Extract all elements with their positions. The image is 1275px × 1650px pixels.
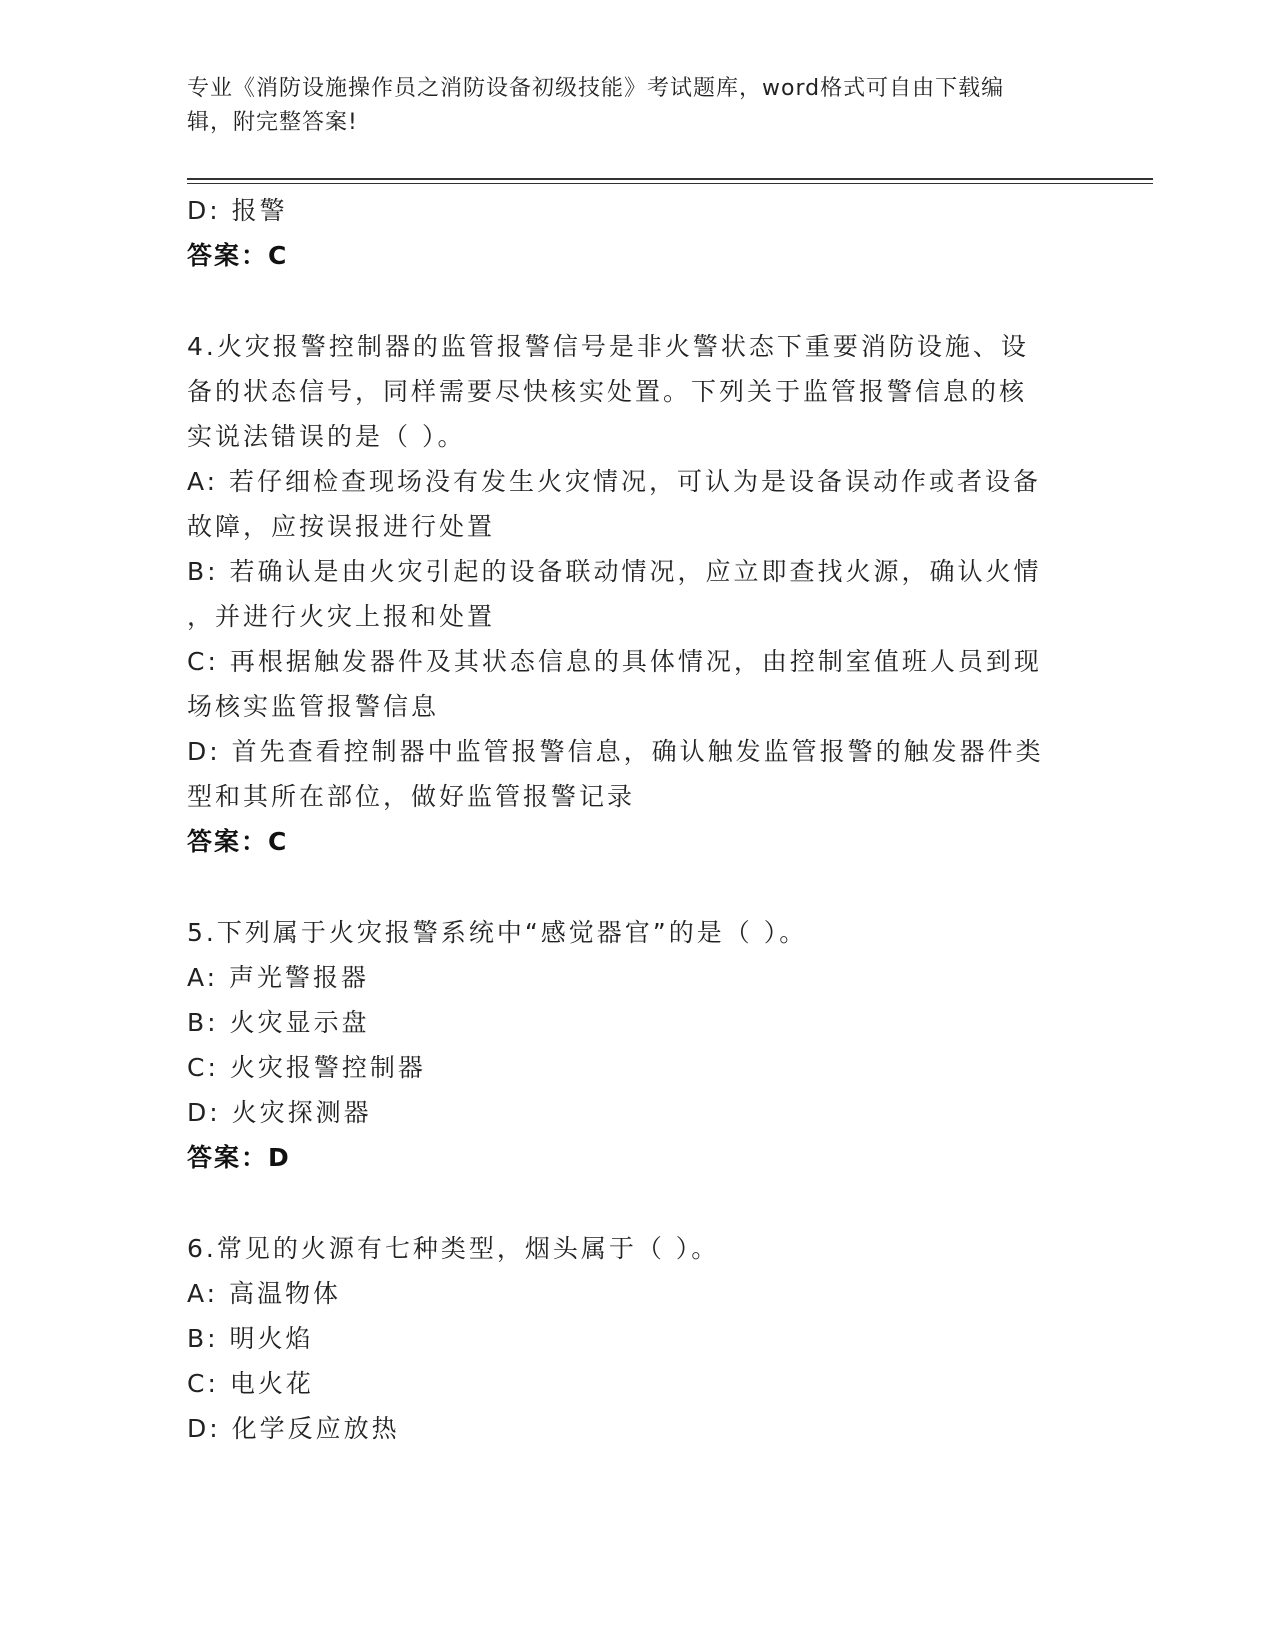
- header-line-2: 辑，附完整答案!: [187, 110, 358, 135]
- header-line-1: 专业《消防设施操作员之消防设备初级技能》考试题库，word格式可自由下载编: [187, 76, 1005, 101]
- option-b: B: 明火焰: [187, 1324, 314, 1353]
- question-stem-line: 实说法错误的是（ ）。: [187, 422, 466, 451]
- answer-label: 答案：C: [187, 241, 289, 270]
- header-rule-thin: [187, 183, 1153, 184]
- question-5: [187, 910, 1087, 1180]
- option-c: C: 电火花: [187, 1369, 314, 1398]
- option-a: A: 若仔细检查现场没有发生火灾情况，可认为是设备误动作或者设备: [187, 467, 1042, 496]
- spacer: [187, 864, 1087, 910]
- option-d: D: 火灾探测器: [187, 1098, 372, 1127]
- option-b-continued: ，并进行火灾上报和处置: [187, 602, 496, 631]
- header-rule-thick: [187, 178, 1153, 180]
- question-6: [187, 1226, 1087, 1451]
- document-header: [187, 72, 1067, 140]
- option-a-continued: 故障，应按误报进行处置: [187, 512, 496, 541]
- question-content: [187, 188, 1087, 1451]
- question-stem-line: 6.常见的火源有七种类型，烟头属于（ ）。: [187, 1234, 720, 1263]
- option-c: C: 火灾报警控制器: [187, 1053, 426, 1082]
- question-3-tail: [187, 188, 1087, 278]
- option-d: D: 报警: [187, 196, 288, 225]
- question-stem-line: 5.下列属于火灾报警系统中“感觉器官”的是（ ）。: [187, 918, 808, 947]
- question-stem-line: 备的状态信号，同样需要尽快核实处置。下列关于监管报警信息的核: [187, 377, 1028, 406]
- option-b: B: 若确认是由火灾引起的设备联动情况，应立即查找火源，确认火情: [187, 557, 1042, 586]
- option-d: D: 化学反应放热: [187, 1414, 400, 1443]
- option-a: A: 声光警报器: [187, 963, 370, 992]
- option-c-continued: 场核实监管报警信息: [187, 692, 440, 721]
- question-4: [187, 324, 1087, 864]
- spacer: [187, 278, 1087, 324]
- question-stem-line: 4.火灾报警控制器的监管报警信号是非火警状态下重要消防设施、设: [187, 332, 1029, 361]
- answer-label: 答案：D: [187, 1143, 291, 1172]
- option-a: A: 高温物体: [187, 1279, 342, 1308]
- option-b: B: 火灾显示盘: [187, 1008, 370, 1037]
- spacer: [187, 1180, 1087, 1226]
- option-d-continued: 型和其所在部位，做好监管报警记录: [187, 782, 636, 811]
- option-c: C: 再根据触发器件及其状态信息的具体情况，由控制室值班人员到现: [187, 647, 1042, 676]
- answer-label: 答案：C: [187, 827, 289, 856]
- option-d: D: 首先查看控制器中监管报警信息，确认触发监管报警的触发器件类: [187, 737, 1044, 766]
